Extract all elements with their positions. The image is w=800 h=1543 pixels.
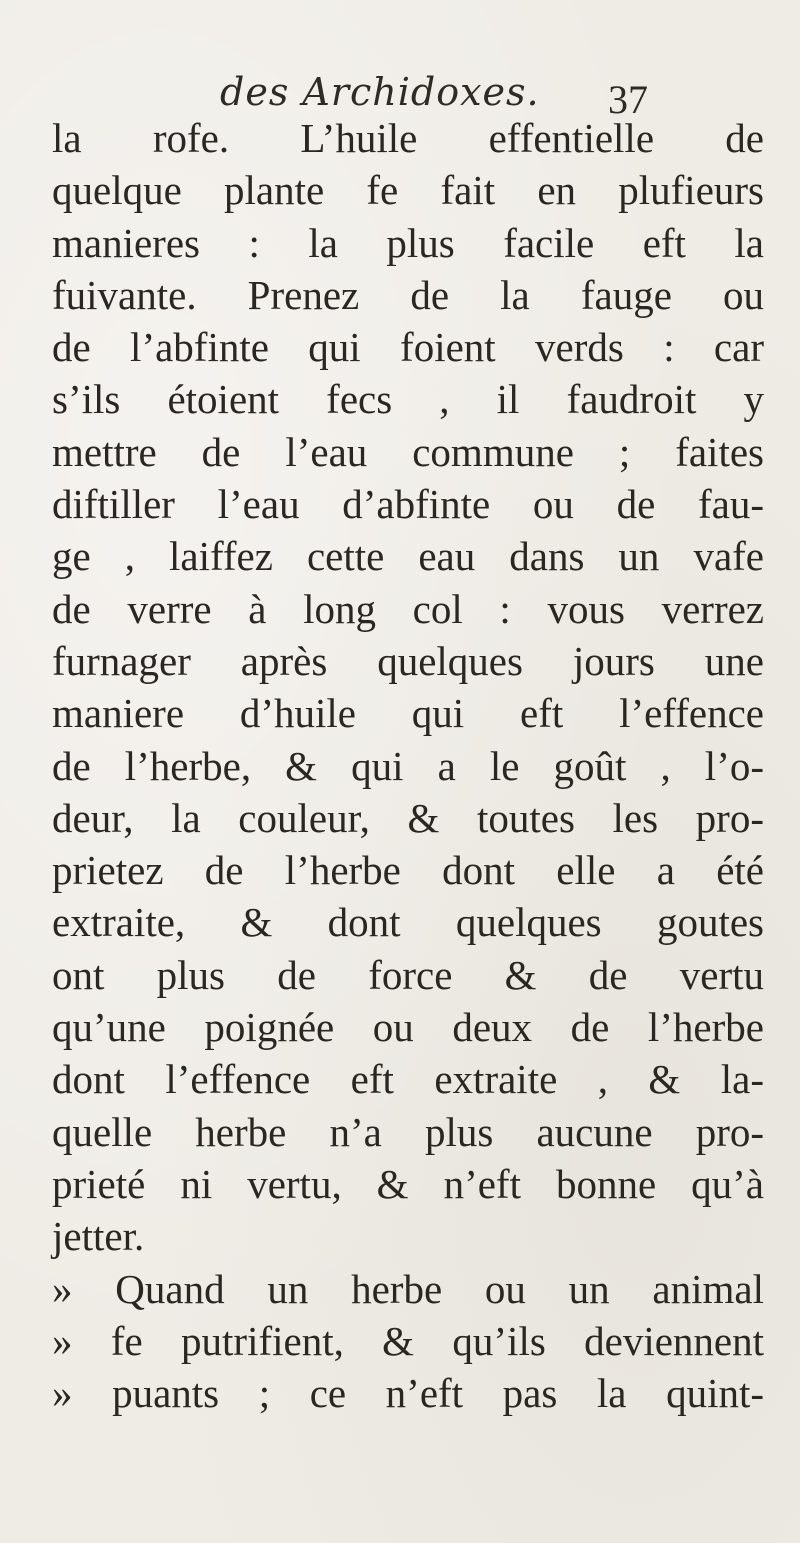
text-line: mettre de l’eau commune ; faites: [52, 428, 764, 475]
running-title: des Archidoxes.: [220, 70, 540, 114]
text-line: qu’une poignée ou deux de l’herbe: [52, 1004, 764, 1051]
quoted-line: » fe putrifient, & qu’ils deviennent: [52, 1317, 764, 1364]
text-line: la rofe. L’huile effentielle de: [52, 115, 764, 161]
text-line: maniere d’huile qui eft l’effence: [52, 690, 764, 737]
text-line: manieres : la plus facile eft la: [52, 219, 764, 266]
text-line: dont l’effence eft extraite , & la-: [52, 1056, 764, 1103]
text-line: de verre à long col : vous verrez: [52, 585, 764, 632]
page-number: 37: [608, 77, 648, 122]
text-line: furnager après quelques jours une: [52, 637, 764, 684]
body-text: [52, 112, 764, 1419]
text-line: deur, la couleur, & toutes les pro-: [52, 794, 764, 841]
quoted-line: » Quand un herbe ou un animal: [52, 1265, 764, 1312]
text-line: ge , laiffez cette eau dans un vafe: [52, 533, 764, 580]
text-line: jetter.: [52, 1213, 145, 1260]
text-line: extraite, & dont quelques goutes: [52, 899, 764, 946]
text-line: quelle herbe n’a plus aucune pro-: [52, 1108, 764, 1155]
text-line: fuivante. Prenez de la fauge ou: [52, 271, 764, 318]
text-line: ont plus de force & de vertu: [52, 951, 764, 998]
text-line: prieté ni vertu, & n’eft bonne qu’à: [52, 1160, 764, 1207]
text-line: quelque plante fe fait en plufieurs: [52, 167, 764, 214]
text-line: de l’abfinte qui foient verds : car: [52, 324, 764, 371]
text-line: diftiller l’eau d’abfinte ou de fau-: [52, 481, 764, 528]
text-line: de l’herbe, & qui a le goût , l’o-: [52, 742, 764, 789]
text-line: s’ils étoient fecs , il faudroit y: [52, 376, 764, 423]
quoted-line: » puants ; ce n’eft pas la quint-: [52, 1370, 764, 1417]
text-line: prietez de l’herbe dont elle a été: [52, 847, 764, 894]
